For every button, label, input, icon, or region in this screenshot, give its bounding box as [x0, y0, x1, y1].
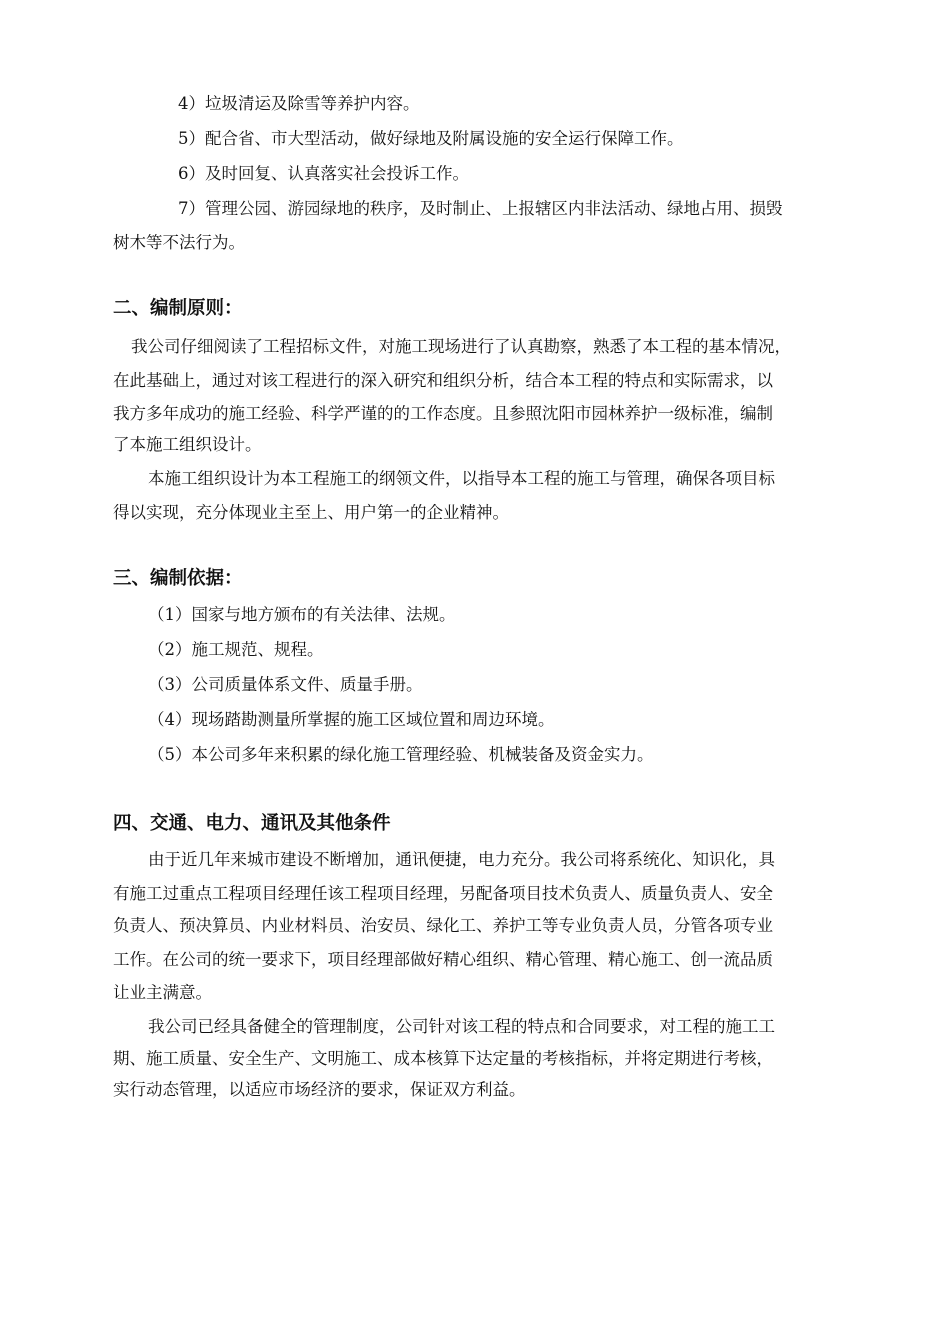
paragraph-line: 本施工组织设计为本工程施工的纲领文件，以指导本工程的施工与管理，确保各项目标 — [148, 469, 775, 488]
paragraph-line: 期、施工质量、安全生产、文明施工、成本核算下达定量的考核指标，并将定期进行考核， — [113, 1049, 773, 1068]
list-item: 6）及时回复、认真落实社会投诉工作。 — [178, 164, 469, 183]
paragraph-line: 负责人、预决算员、内业材料员、治安员、绿化工、养护工等专业负责人员，分管各项专业 — [113, 916, 773, 935]
paragraph-line: 实行动态管理，以适应市场经济的要求，保证双方利益。 — [113, 1080, 526, 1099]
list-item: （3）公司质量体系文件、质量手册。 — [148, 675, 423, 694]
paragraph-line: 在此基础上，通过对该工程进行的深入研究和组织分析，结合本工程的特点和实际需求，以 — [113, 371, 773, 390]
list-item: 5）配合省、市大型活动，做好绿地及附属设施的安全运行保障工作。 — [178, 129, 684, 148]
paragraph-line: 由于近几年来城市建设不断增加，通讯便捷，电力充分。我公司将系统化、知识化，具 — [148, 850, 775, 869]
paragraph-line: 有施工过重点工程项目经理任该工程项目经理，另配备项目技术负责人、质量负责人、安全 — [113, 884, 773, 903]
paragraph-line: 我公司仔细阅读了工程招标文件，对施工现场进行了认真勘察，熟悉了本工程的基本情况， — [131, 337, 791, 356]
list-item-continuation: 树木等不法行为。 — [113, 233, 245, 252]
paragraph-line: 让业主满意。 — [113, 983, 212, 1002]
paragraph-line: 得以实现，充分体现业主至上、用户第一的企业精神。 — [113, 503, 509, 522]
list-item: （5）本公司多年来积累的绿化施工管理经验、机械装备及资金实力。 — [148, 745, 654, 764]
list-item: 4）垃圾清运及除雪等养护内容。 — [178, 94, 420, 113]
list-item: 7）管理公园、游园绿地的秩序，及时制止、上报辖区内非法活动、绿地占用、损毁 — [178, 199, 783, 218]
paragraph-line: 了本施工组织设计。 — [113, 435, 262, 454]
section-heading: 四、交通、电力、通讯及其他条件 — [113, 813, 391, 834]
list-item: （1）国家与地方颁布的有关法律、法规。 — [148, 605, 456, 624]
list-item: （2）施工规范、规程。 — [148, 640, 324, 659]
section-heading: 三、编制依据： — [113, 568, 243, 589]
paragraph-line: 工作。在公司的统一要求下，项目经理部做好精心组织、精心管理、精心施工、创一流品质 — [113, 950, 773, 969]
list-item: （4）现场踏勘测量所掌握的施工区域位置和周边环境。 — [148, 710, 555, 729]
paragraph-line: 我公司已经具备健全的管理制度，公司针对该工程的特点和合同要求，对工程的施工工 — [148, 1017, 775, 1036]
section-heading: 二、编制原则： — [113, 298, 243, 319]
paragraph-line: 我方多年成功的施工经验、科学严谨的的工作态度。且参照沈阳市园林养护一级标准，编制 — [113, 404, 773, 423]
